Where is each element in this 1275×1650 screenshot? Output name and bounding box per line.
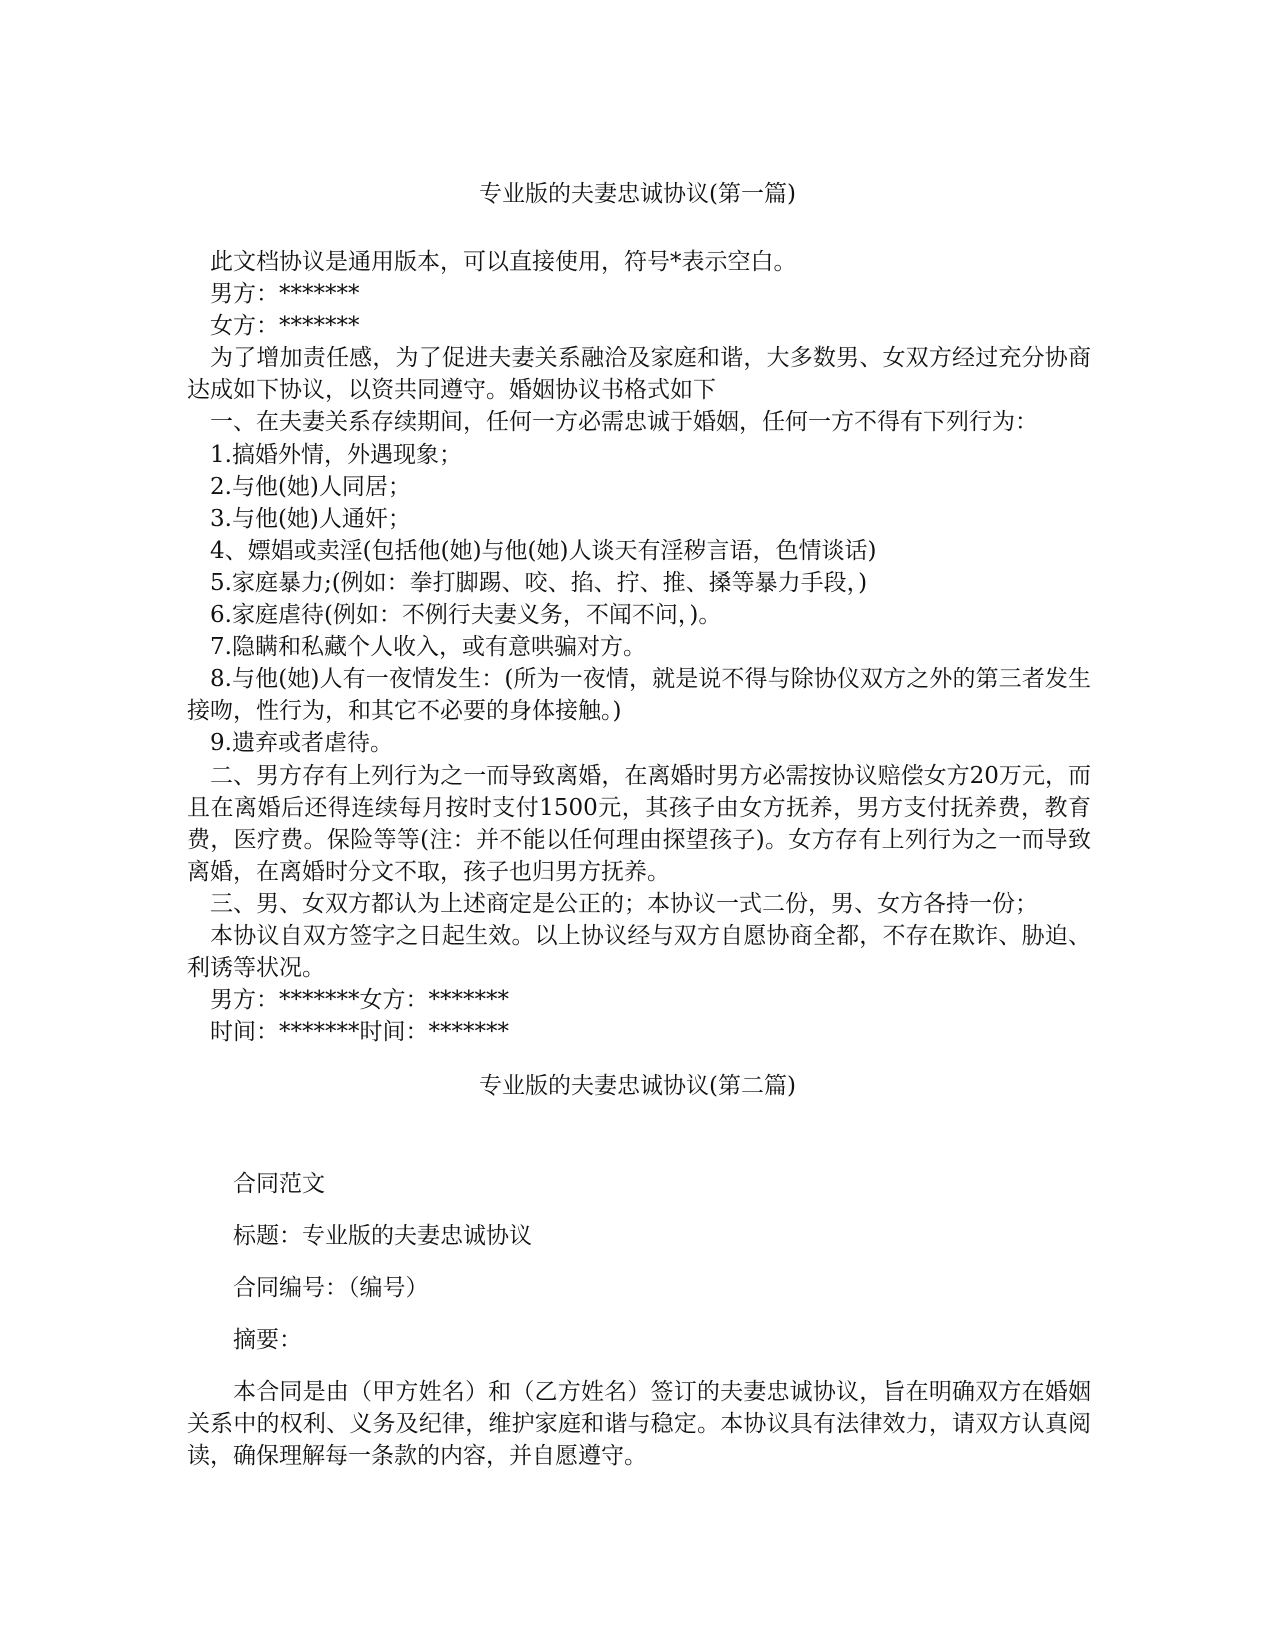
contract-number-line: 合同编号：（编号） (233, 1275, 429, 1301)
date-line: 时间：*******时间：******* (210, 1019, 509, 1046)
clause-item-6: 6.家庭虐待(例如：不例行夫妻义务，不闻不问，)。 (210, 602, 722, 629)
clause-item-4: 4、嫖娼或卖淫(包括他(她)与他(她)人谈天有淫秽言语，色情谈话) (210, 537, 877, 564)
clause-item-1: 1.搞婚外情，外遇现象； (210, 441, 462, 468)
clause-two: 二、男方存有上列行为之一而导致离婚，在离婚时男方必需按协议赔偿女方20万元，而且在离婚后还得连续每月按时支付1500元，其孩子由女方抚养，男方支付抚养费，教育费，医疗费。保险等等(注：并不能以任何理由探望孩子)。女方存有上列行为之一而导致离婚，在离婚时分文不取，孩子也归男方抚养。 (187, 762, 1091, 885)
clause-item-5: 5.家庭暴力;(例如：拳打脚踢、咬、掐、拧、推、搡等暴力手段，) (210, 569, 868, 596)
document-title-part-two: 专业版的夫妻忠诚协议(第二篇) (479, 1073, 796, 1099)
effective-clause: 本协议自双方签字之日起生效。以上协议经与双方自愿协商全都，不存在欺诈、胁迫、利诱等状况。 (187, 922, 1091, 982)
clause-item-3: 3.与他(她)人通奸； (210, 505, 411, 532)
male-party-line: 男方：******* (210, 281, 360, 308)
abstract-label: 摘要： (233, 1327, 302, 1353)
signature-line: 男方：*******女方：******* (210, 987, 509, 1014)
clause-item-7: 7.隐瞒和私藏个人收入，或有意哄骗对方。 (210, 634, 646, 661)
clause-item-8: 8.与他(她)人有一夜情发生：(所为一夜情，就是说不得与除协仪双方之外的第三者发生接吻，性行为，和其它不必要的身体接触。) (187, 666, 1091, 725)
clause-one: 一、在夫妻关系存续期间，任何一方必需忠诚于婚姻，任何一方不得有下列行为： (210, 409, 1038, 436)
female-party-line: 女方：******* (210, 313, 360, 340)
clause-item-9: 9.遗弃或者虐待。 (210, 730, 393, 757)
clause-three: 三、男、女双方都认为上述商定是公正的；本协议一式二份，男、女方各持一份； (210, 890, 1038, 917)
abstract-paragraph: 本合同是由（甲方姓名）和（乙方姓名）签订的夫妻忠诚协议，旨在明确双方在婚姻关系中的权利、义务及纪律，维护家庭和谐与稳定。本协议具有法律效力，请双方认真阅读，确保理解每一条款的内容，并自愿遵守。 (187, 1379, 1091, 1469)
contract-title-line: 标题：专业版的夫妻忠诚协议 (233, 1223, 532, 1249)
clause-item-2: 2.与他(她)人同居； (210, 473, 411, 500)
preamble-paragraph: 为了增加责任感，为了促进夫妻关系融洽及家庭和谐，大多数男、女双方经过充分协商达成如下协议，以资共同遵守。婚姻协议书格式如下 (187, 345, 1091, 404)
contract-template-label: 合同范文 (233, 1171, 325, 1197)
agreement-body-part-two (187, 1168, 1091, 1492)
document-title-part-one: 专业版的夫妻忠诚协议(第一篇) (479, 181, 796, 207)
usage-note: 此文档协议是通用版本，可以直接使用，符号*表示空白。 (210, 249, 797, 275)
agreement-body-part-one (187, 246, 1091, 1048)
